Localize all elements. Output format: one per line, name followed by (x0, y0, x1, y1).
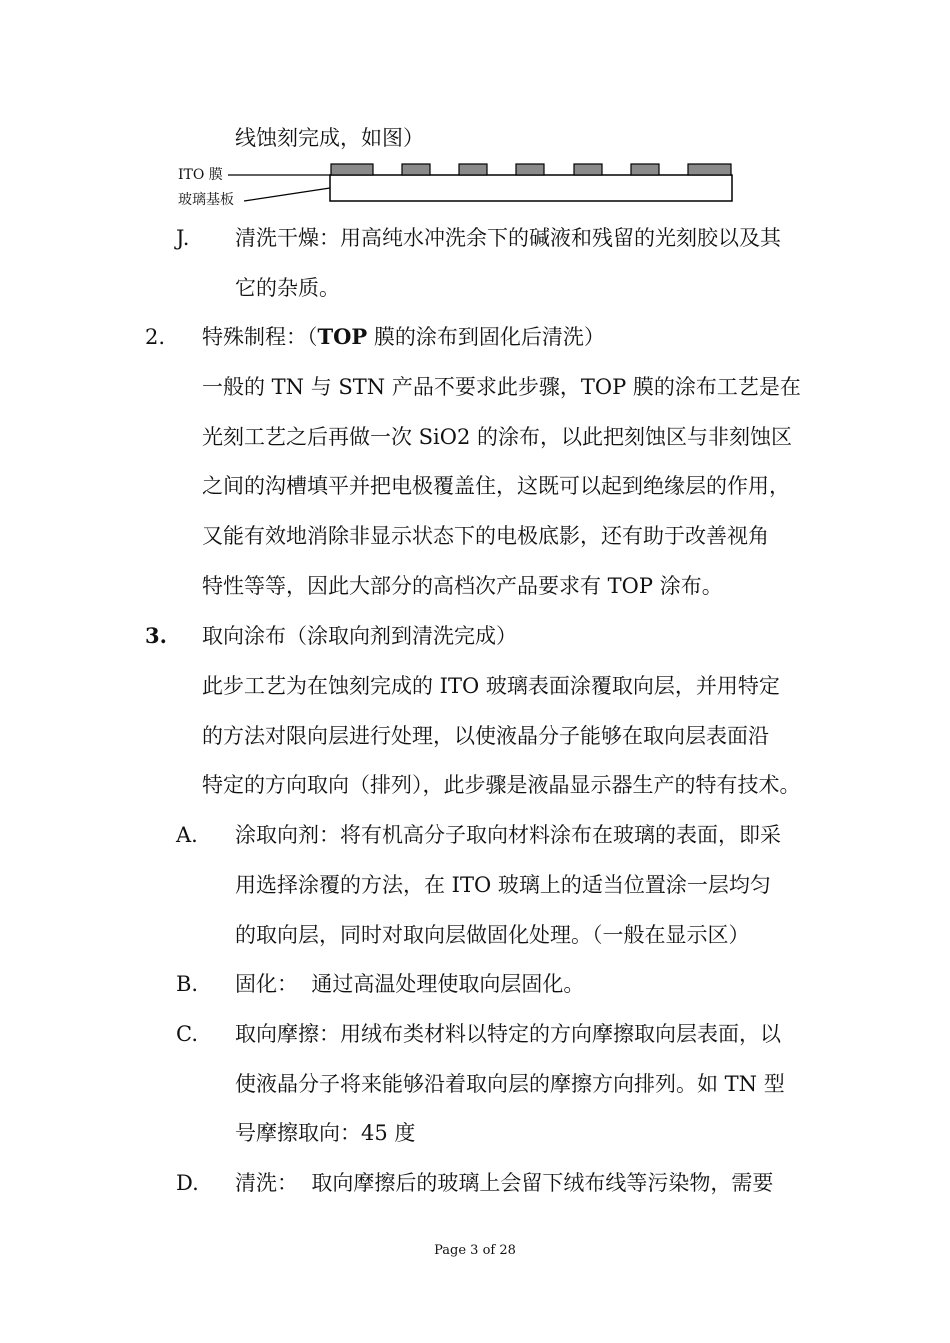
item-j-marker: J. (176, 226, 190, 250)
ito-film-label: ITO 膜 (178, 167, 223, 183)
ito-pad (459, 164, 487, 175)
ito-pad (402, 164, 430, 175)
item-d-marker: D. (176, 1171, 199, 1195)
item-c-line: 号摩擦取向：45 度 (235, 1121, 416, 1145)
section-2-line: 之间的沟槽填平并把电极覆盖住，这既可以起到绝缘层的作用， (202, 474, 790, 498)
item-a-line: 的取向层，同时对取向层做固化处理。（一般在显示区） (235, 923, 750, 947)
section-2-line: 一般的 TN 与 STN 产品不要求此步骤，TOP 膜的涂布工艺是在 (202, 375, 801, 399)
section-3-line: 特定的方向取向（排列），此步骤是液晶显示器生产的特有技术。 (202, 773, 801, 797)
item-c-line: 取向摩擦：用绒布类材料以特定的方向摩擦取向层表面，以 (235, 1022, 781, 1046)
section-3-line: 的方法对限向层进行处理，以使液晶分子能够在取向层表面沿 (202, 724, 769, 748)
section-2-line: 又能有效地消除非显示状态下的电极底影，还有助于改善视角 (202, 524, 769, 548)
item-c-marker: C. (176, 1022, 198, 1046)
section-2-title-suffix: 膜的涂布到固化后清洗） (367, 325, 605, 349)
ito-pad (516, 164, 544, 175)
page-footer: Page 3 of 28 (434, 1243, 516, 1258)
item-j-line: 它的杂质。 (235, 276, 340, 300)
ito-pad (631, 164, 659, 175)
section-2-title-prefix: 特殊制程：（ (202, 325, 318, 349)
section-2-marker: 2. (145, 325, 166, 349)
glass-leader-line (244, 188, 330, 201)
section-2-line: 特性等等，因此大部分的高档次产品要求有 TOP 涂布。 (202, 574, 723, 598)
ito-pad (574, 164, 602, 175)
item-b-line: 固化： 通过高温处理使取向层固化。 (235, 972, 585, 996)
section-3-title: 取向涂布（涂取向剂到清洗完成） (202, 624, 517, 648)
item-j-line: 清洗干燥：用高纯水冲洗余下的碱液和残留的光刻胶以及其 (235, 226, 781, 250)
item-b-marker: B. (176, 972, 199, 996)
section-2-line: 光刻工艺之后再做一次 SiO2 的涂布，以此把刻蚀区与非刻蚀区 (202, 425, 793, 449)
section-3-marker: 3. (145, 623, 167, 648)
item-a-line: 用选择涂覆的方法，在 ITO 玻璃上的适当位置涂一层均匀 (235, 873, 771, 897)
item-a-line: 涂取向剂：将有机高分子取向材料涂布在玻璃的表面，即采 (235, 823, 781, 847)
glass-substrate-label: 玻璃基板 (178, 192, 234, 208)
section-2-title-bold: TOP (317, 324, 368, 349)
glass-substrate (330, 175, 732, 201)
item-a-marker: A. (176, 823, 198, 847)
ito-pad (688, 164, 731, 175)
section-2-title (202, 323, 605, 351)
continuation-line: 线蚀刻完成，如图） (235, 126, 424, 150)
section-3-line: 此步工艺为在蚀刻完成的 ITO 玻璃表面涂覆取向层，并用特定 (202, 674, 780, 698)
item-d-line: 清洗： 取向摩擦后的玻璃上会留下绒布线等污染物，需要 (235, 1171, 774, 1195)
item-c-line: 使液晶分子将来能够沿着取向层的摩擦方向排列。如 TN 型 (235, 1072, 785, 1096)
ito-pad (331, 164, 373, 175)
